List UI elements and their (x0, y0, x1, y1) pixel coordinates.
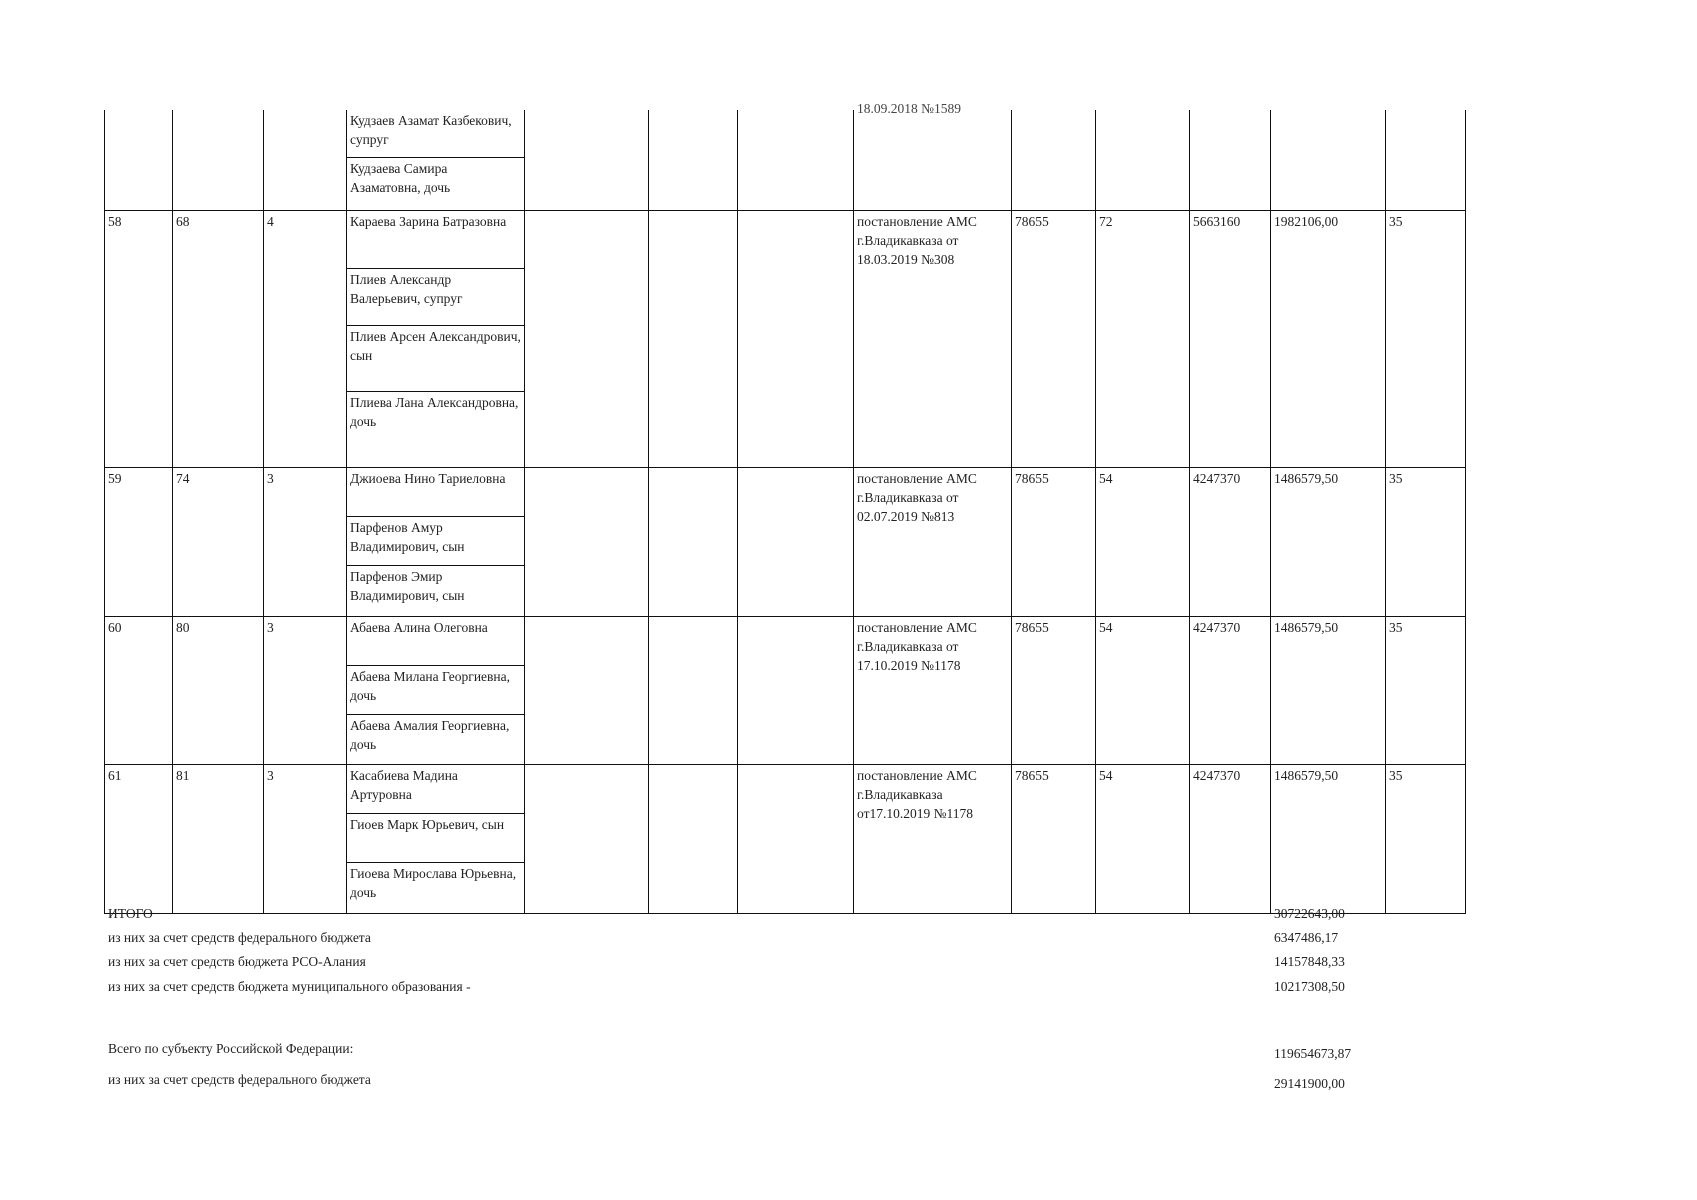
row-id: 74 (173, 468, 264, 617)
family-size: 4 (264, 211, 347, 468)
family-member: Абаева Алина Олеговна (350, 620, 488, 635)
family-member: Гиоева Мирослава Юрьевна, дочь (347, 862, 524, 911)
decision-text: постановление АМС г.Владикавказа от17.10.2019 №1178 (854, 765, 1012, 914)
price-per-sqm: 78655 (1012, 211, 1096, 468)
family-member: Плиев Арсен Александрович, сын (347, 325, 524, 391)
area: 54 (1096, 468, 1190, 617)
subsidy-amount: 1486579,50 (1271, 468, 1386, 617)
family-member: Плиева Лана Александровна, дочь (347, 391, 524, 465)
subsidy-amount: 1982106,00 (1271, 211, 1386, 468)
total-cost: 4247370 (1190, 468, 1271, 617)
grand-federal-label: из них за счет средств федерального бюджета (108, 1072, 371, 1087)
federal-share-label: из них за счет средств федерального бюджета (108, 930, 371, 945)
subject-total-value: 119654673,87 (1274, 1046, 1352, 1061)
subject-total-label: Всего по субъекту Российской Федерации: (108, 1041, 354, 1056)
family-member: Караева Зарина Батразовна (350, 214, 507, 229)
area: 72 (1096, 211, 1190, 468)
federal-share-value: 6347486,17 (1274, 930, 1339, 945)
area: 54 (1096, 617, 1190, 765)
grand-federal-value: 29141900,00 (1274, 1076, 1345, 1091)
row-number: 58 (105, 211, 173, 468)
row-number: 61 (105, 765, 173, 914)
itogo-label: ИТОГО (108, 906, 153, 921)
decision-cell (854, 101, 1012, 211)
family-member: Гиоев Марк Юрьевич, сын (347, 813, 524, 862)
family-size: 3 (264, 765, 347, 914)
family-member: Джиоева Нино Тариеловна (350, 471, 506, 486)
family-members-cell (347, 468, 525, 617)
row-number: 60 (105, 617, 173, 765)
price-per-sqm: 78655 (1012, 765, 1096, 914)
family-member: Абаева Милана Георгиевна, дочь (347, 665, 524, 714)
price-per-sqm: 78655 (1012, 617, 1096, 765)
percent: 35 (1386, 468, 1466, 617)
family-member: Кудзаев Азамат Казбекович, супруг (350, 113, 512, 147)
family-members-cell (347, 211, 525, 468)
row-id: 81 (173, 765, 264, 914)
decision-text: постановление АМС г.Владикавказа от 17.10.2019 №1178 (854, 617, 1012, 765)
municipal-share-value: 10217308,50 (1274, 979, 1345, 994)
table-row (105, 468, 1466, 617)
decision-text: постановление АМС г.Владикавказа от 02.07.2019 №813 (854, 468, 1012, 617)
family-member: Касабиева Мадина Артуровна (350, 768, 458, 802)
rso-share-label: из них за счет средств бюджета РСО-Алания (108, 954, 366, 969)
municipal-share-label: из них за счет средств бюджета муниципального образования - (108, 979, 471, 994)
subsidy-amount: 1486579,50 (1271, 617, 1386, 765)
family-members-cell (347, 110, 525, 211)
family-member: Кудзаева Самира Азаматовна, дочь (347, 157, 524, 206)
family-size: 3 (264, 468, 347, 617)
family-member: Абаева Амалия Георгиевна, дочь (347, 714, 524, 762)
family-size: 3 (264, 617, 347, 765)
row-number: 59 (105, 468, 173, 617)
table-row (105, 211, 1466, 468)
family-member: Парфенов Эмир Владимирович, сын (347, 565, 524, 614)
total-cost: 4247370 (1190, 617, 1271, 765)
percent: 35 (1386, 211, 1466, 468)
area: 54 (1096, 765, 1190, 914)
rso-share-value: 14157848,33 (1274, 954, 1345, 969)
family-member: Парфенов Амур Владимирович, сын (347, 516, 524, 565)
table-row (105, 765, 1466, 914)
subsidy-amount: 1486579,50 (1271, 765, 1386, 914)
price-per-sqm: 78655 (1012, 468, 1096, 617)
percent: 35 (1386, 617, 1466, 765)
table-row (105, 617, 1466, 765)
cut-off-text: 18.09.2018 №1589 (857, 101, 962, 116)
decision-text: постановление АМС г.Владикавказа от 18.03.2019 №308 (854, 211, 1012, 468)
row-id: 68 (173, 211, 264, 468)
family-members-cell (347, 617, 525, 765)
beneficiaries-table (104, 101, 1466, 914)
total-cost: 5663160 (1190, 211, 1271, 468)
itogo-value: 30722643,00 (1274, 906, 1345, 921)
percent: 35 (1386, 765, 1466, 914)
family-members-cell (347, 765, 525, 914)
family-member: Плиев Александр Валерьевич, супруг (347, 268, 524, 325)
total-cost: 4247370 (1190, 765, 1271, 914)
table-row-partial (105, 110, 1466, 211)
row-id: 80 (173, 617, 264, 765)
